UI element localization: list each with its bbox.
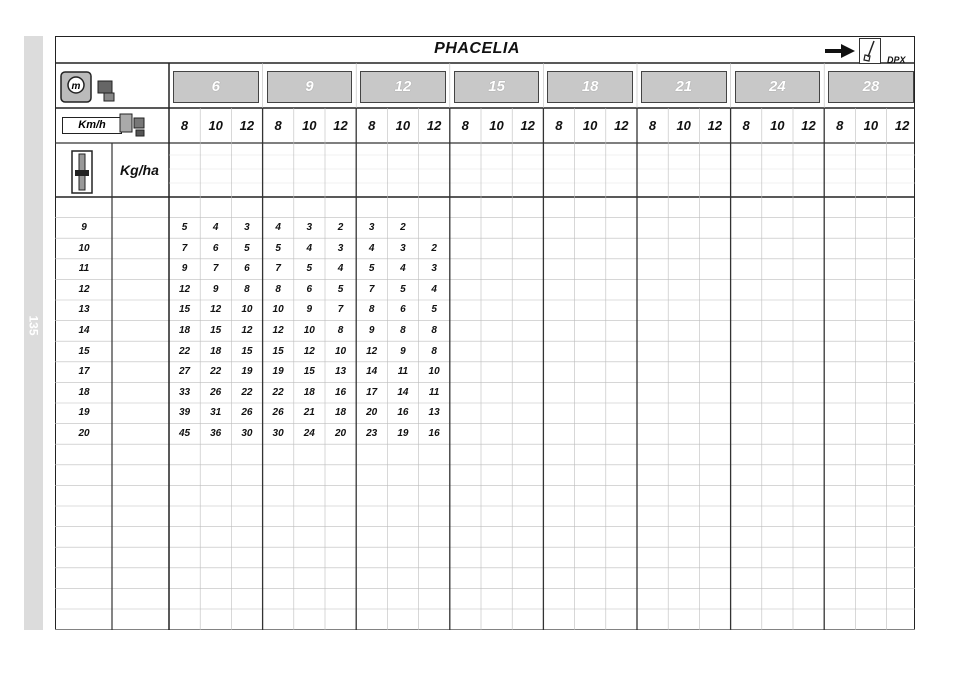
table-cell: 3 xyxy=(368,222,375,233)
working-width-24: 24 xyxy=(735,71,821,103)
table-cell: 4 xyxy=(212,222,219,233)
table-cell: 7 xyxy=(181,242,188,254)
table-cell: 16 xyxy=(428,428,440,439)
table-cell: 9 xyxy=(368,325,375,336)
table-cell: 6 xyxy=(244,263,250,275)
table-cell: 24 xyxy=(303,428,315,439)
metering-unit-icon xyxy=(60,71,126,105)
table-cell: 5 xyxy=(400,283,406,295)
table-cell: 15 xyxy=(241,345,253,357)
table-cell: 6 xyxy=(400,304,406,316)
table-cell: 15 xyxy=(210,325,222,336)
speed-header: 8 xyxy=(461,118,469,133)
speed-header: 8 xyxy=(742,118,750,133)
table-cell: 8 xyxy=(368,304,375,316)
speed-header: 12 xyxy=(426,118,442,133)
table-cell: 15 xyxy=(303,366,315,378)
table-cell: 3 xyxy=(400,242,406,254)
tractor-speed-icon xyxy=(118,110,148,138)
table-cell: 2 xyxy=(337,222,344,233)
table-cell: 8 xyxy=(431,325,437,336)
table-cell: 18 xyxy=(210,345,222,357)
row-dosage-label: 10 xyxy=(78,242,90,254)
table-cell: 14 xyxy=(397,386,409,398)
table-cell: 12 xyxy=(272,325,284,336)
page-number: 135 xyxy=(26,315,41,336)
table-cell: 45 xyxy=(178,428,191,439)
table-cell: 7 xyxy=(275,263,281,275)
speed-header: 10 xyxy=(302,118,317,133)
table-cell: 8 xyxy=(431,345,437,357)
table-cell: 11 xyxy=(397,366,409,378)
table-cell: 5 xyxy=(431,304,437,316)
table-cell: 21 xyxy=(303,407,315,419)
table-cell: 20 xyxy=(366,407,378,419)
speed-header: 12 xyxy=(239,118,255,133)
row-dosage-label: 14 xyxy=(78,325,90,336)
table-cell: 10 xyxy=(272,304,284,316)
speed-header: 10 xyxy=(676,118,691,133)
table-cell: 22 xyxy=(210,366,222,378)
table-cell: 11 xyxy=(428,386,440,398)
table-cell: 5 xyxy=(306,263,313,275)
speed-header: 12 xyxy=(894,118,910,133)
speed-header: 8 xyxy=(836,118,844,133)
table-cell: 4 xyxy=(400,263,406,275)
table-cell: 5 xyxy=(181,222,188,233)
table-cell: 3 xyxy=(337,242,344,254)
table-cell: 20 xyxy=(334,428,347,439)
table-cell: 4 xyxy=(431,283,437,295)
table-cell: 30 xyxy=(272,428,284,439)
table-cell: 2 xyxy=(431,242,437,254)
table-cell: 22 xyxy=(178,345,191,357)
arrow-right-icon xyxy=(825,44,855,58)
table-cell: 12 xyxy=(210,304,222,316)
table-cell: 22 xyxy=(272,386,284,398)
speed-header: 8 xyxy=(180,118,189,133)
speed-header: 12 xyxy=(614,118,629,133)
working-width-12: 12 xyxy=(360,71,446,103)
table-cell: 17 xyxy=(366,386,378,398)
speed-label: Km/h xyxy=(62,117,122,134)
table-cell: 4 xyxy=(275,222,281,233)
table-cell: 7 xyxy=(212,263,219,275)
table-cell: 15 xyxy=(272,345,284,357)
table-cell: 12 xyxy=(241,325,253,336)
row-dosage-label: 19 xyxy=(78,407,90,419)
table-cell: 13 xyxy=(334,366,347,378)
table-cell: 31 xyxy=(210,407,222,419)
table-cell: 16 xyxy=(397,407,409,419)
table-cell: 8 xyxy=(337,325,344,336)
table-cell: 2 xyxy=(400,222,406,233)
table-cell: 8 xyxy=(275,283,281,295)
table-cell: 9 xyxy=(400,345,406,357)
speed-header: 8 xyxy=(368,118,376,133)
row-dosage-label: 18 xyxy=(78,386,90,398)
table-cell: 22 xyxy=(241,386,253,398)
working-width-6: 6 xyxy=(173,71,259,103)
table-cell: 8 xyxy=(400,325,406,336)
table-cell: 12 xyxy=(178,283,191,295)
row-dosage-label: 20 xyxy=(78,428,90,439)
speed-header: 12 xyxy=(333,118,348,133)
kgha-label: Kg/ha xyxy=(120,162,159,178)
table-cell: 18 xyxy=(178,325,191,336)
speed-header: 10 xyxy=(395,118,411,133)
table-cell: 9 xyxy=(306,304,313,316)
table-cell: 7 xyxy=(337,304,344,316)
table-cell: 14 xyxy=(366,366,378,378)
svg-text:m: m xyxy=(71,81,81,92)
working-width-15: 15 xyxy=(454,71,540,103)
table-cell: 7 xyxy=(368,283,375,295)
table-cell: 9 xyxy=(212,283,219,295)
hoe-tool-icon xyxy=(859,38,881,64)
table-cell: 10 xyxy=(303,325,315,336)
speed-header: 12 xyxy=(801,118,816,133)
working-width-21: 21 xyxy=(641,71,727,103)
speed-header: 10 xyxy=(863,118,879,133)
table-cell: 4 xyxy=(368,242,375,254)
row-dosage-label: 15 xyxy=(78,345,90,357)
table-cell: 19 xyxy=(272,366,284,378)
table-cell: 27 xyxy=(178,366,191,378)
table-cell: 10 xyxy=(334,345,347,357)
table-cell: 15 xyxy=(178,304,191,316)
table-cell: 3 xyxy=(431,263,437,275)
working-width-18: 18 xyxy=(547,71,633,103)
dpx-label: DPX xyxy=(887,55,906,65)
table-cell: 8 xyxy=(244,283,250,295)
speed-header: 8 xyxy=(274,118,282,133)
table-cell: 16 xyxy=(334,386,347,398)
row-dosage-label: 13 xyxy=(78,304,90,316)
table-cell: 12 xyxy=(303,345,315,357)
table-cell: 5 xyxy=(368,263,375,275)
row-dosage-label: 17 xyxy=(78,366,90,378)
table-cell: 3 xyxy=(244,222,250,233)
table-cell: 4 xyxy=(306,242,313,254)
row-dosage-label: 12 xyxy=(78,283,90,295)
table-cell: 5 xyxy=(244,242,250,254)
row-dosage-label: 11 xyxy=(78,263,90,275)
working-width-9: 9 xyxy=(267,71,353,103)
table-cell: 6 xyxy=(212,242,219,254)
table-cell: 39 xyxy=(178,407,191,419)
table-cell: 18 xyxy=(303,386,315,398)
table-cell: 36 xyxy=(210,428,222,439)
dosage-gauge-icon xyxy=(70,150,94,194)
speed-header: 10 xyxy=(582,118,598,133)
speed-header: 12 xyxy=(520,118,535,133)
table-cell: 3 xyxy=(306,222,313,233)
speed-header: 12 xyxy=(707,118,723,133)
table-cell: 12 xyxy=(366,345,378,357)
speed-header: 8 xyxy=(648,118,657,133)
table-cell: 19 xyxy=(241,366,253,378)
table-cell: 6 xyxy=(306,283,313,295)
table-cell: 18 xyxy=(334,407,347,419)
table-cell: 19 xyxy=(397,428,409,439)
table-cell: 33 xyxy=(178,386,191,398)
table-cell: 5 xyxy=(275,242,281,254)
table-cell: 26 xyxy=(272,407,284,419)
table-cell: 26 xyxy=(241,407,253,419)
table-cell: 10 xyxy=(241,304,253,316)
table-cell: 10 xyxy=(428,366,440,378)
speed-header: 10 xyxy=(208,118,223,133)
table-cell: 5 xyxy=(337,283,344,295)
table-cell: 4 xyxy=(337,263,344,275)
row-dosage-label: 9 xyxy=(81,222,87,233)
speed-header: 10 xyxy=(489,118,504,133)
table-cell: 26 xyxy=(210,386,222,398)
speed-header: 10 xyxy=(770,118,785,133)
working-width-28: 28 xyxy=(828,71,914,103)
table-cell: 30 xyxy=(241,428,253,439)
table-cell: 9 xyxy=(181,263,188,275)
table-cell: 23 xyxy=(366,428,378,439)
table-cell: 13 xyxy=(428,407,440,419)
speed-header: 8 xyxy=(555,118,563,133)
page-title: PHACELIA xyxy=(434,40,520,57)
